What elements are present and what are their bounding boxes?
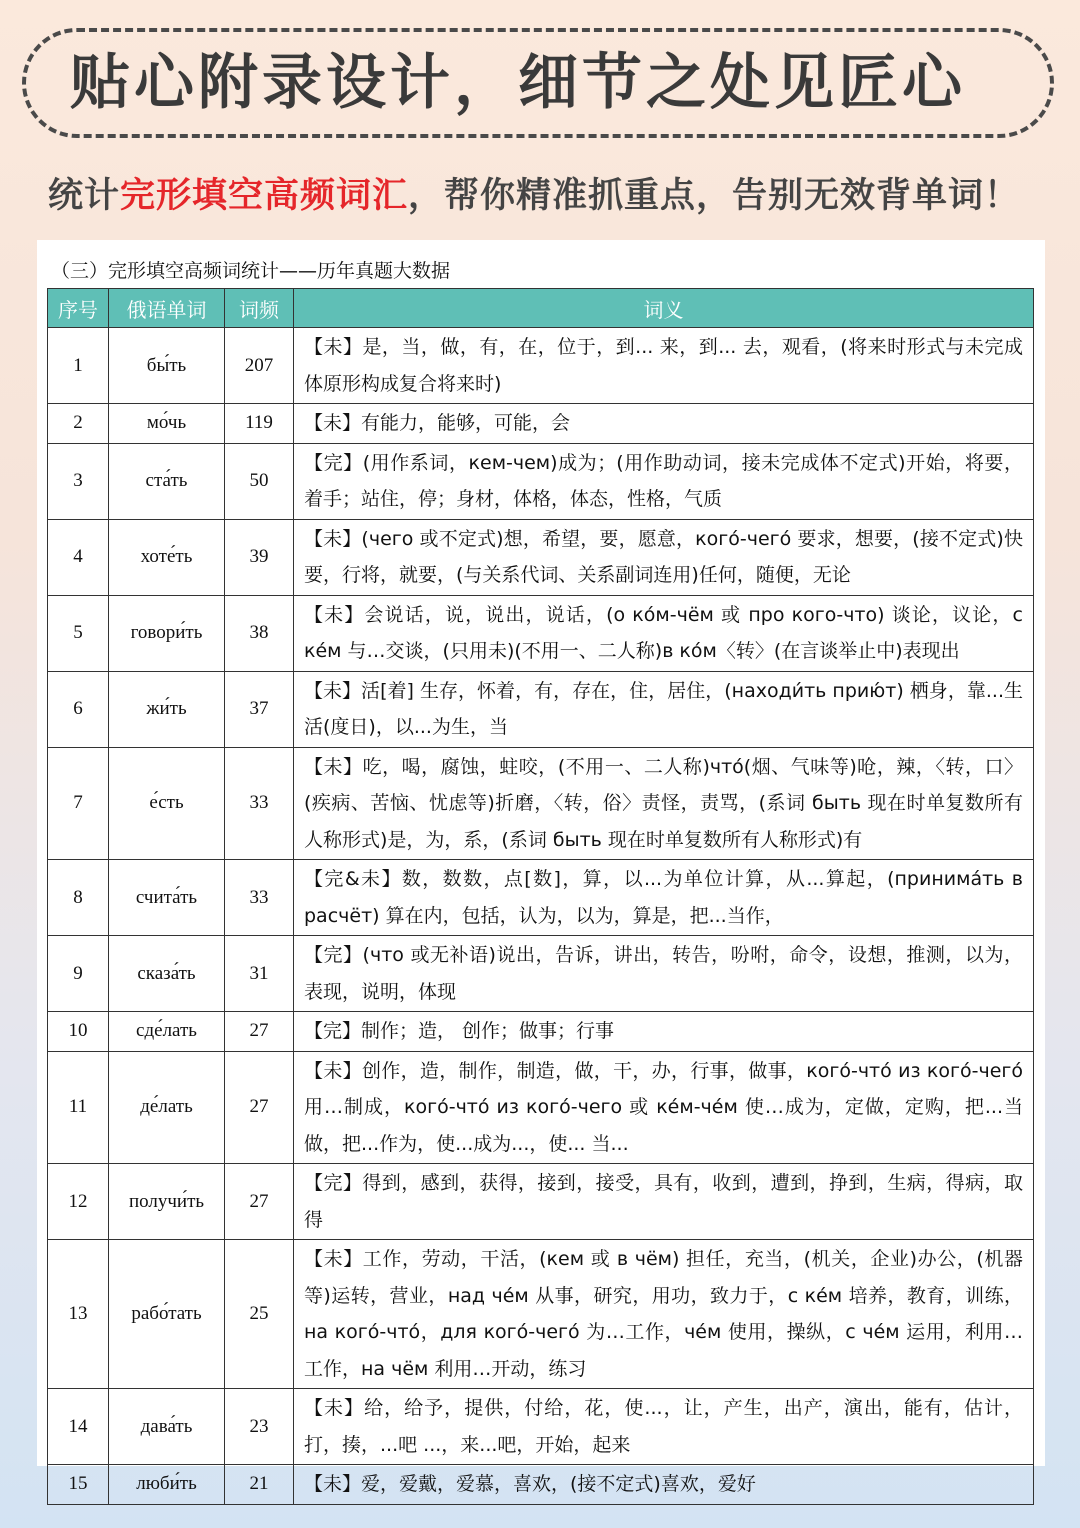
word-meaning: 【完】(что 或无补语)说出，告诉，讲出，转告，吩咐，命令，设想，推测，以为，表现，说明，体现: [294, 936, 1034, 1012]
word-frequency: 21: [225, 1465, 294, 1505]
russian-word: е́сть: [109, 747, 225, 860]
table-row: [48, 1389, 1034, 1465]
table-row: [48, 1051, 1034, 1164]
word-meaning: 【完】制作；造， 创作；做事；行事: [294, 1012, 1034, 1052]
russian-word: ста́ть: [109, 443, 225, 519]
russian-word: сказа́ть: [109, 936, 225, 1012]
word-frequency: 23: [225, 1389, 294, 1465]
word-meaning: 【未】(чего 或不定式)想，希望，要，愿意，кого́-чего́ 要求，想要，(接不定式)快要，行将，就要，(与关系代词、关系副词连用)任何，随便，无论: [294, 519, 1034, 595]
subtitle-suffix: ，帮你精准抓重点，告别无效背单词！: [408, 176, 1021, 216]
col-header-frequency: 词频: [225, 289, 294, 328]
table-row: [48, 1164, 1034, 1240]
russian-word: получи́ть: [109, 1164, 225, 1240]
word-frequency: 39: [225, 519, 294, 595]
russian-word: дава́ть: [109, 1389, 225, 1465]
word-frequency: 119: [225, 404, 294, 444]
word-frequency: 207: [225, 328, 294, 404]
word-frequency: 27: [225, 1164, 294, 1240]
word-meaning: 【未】创作，造，制作，制造，做，干，办，行事，做事，кого́-что́ из кого́-чего́ 用…制成，кого́-что́ из кого́-чего 或 ке́м-че́м 使…成为，定做，定购，把...当做，把...作为，使...成为...，使... 当...: [294, 1051, 1034, 1164]
table-row: [48, 519, 1034, 595]
row-number: 1: [48, 328, 109, 404]
subtitle: [48, 168, 1048, 218]
russian-word: сде́лать: [109, 1012, 225, 1052]
row-number: 14: [48, 1389, 109, 1465]
word-meaning: 【未】吃，喝，腐蚀，蛀咬，(不用一、二人称)что́(烟、气味等)呛，辣，〈转，口〉(疾病、苦恼、忧虑等)折磨，〈转，俗〉责怪，责骂，(系词 быть 现在时单复数所有人称形式)是，为，系，(系词 быть 现在时单复数所有人称形式)有: [294, 747, 1034, 860]
row-number: 10: [48, 1012, 109, 1052]
sheet-heading: （三）完形填空高频词统计——历年真题大数据: [51, 260, 451, 282]
row-number: 11: [48, 1051, 109, 1164]
word-meaning: 【未】工作，劳动，干活，(кем 或 в чём) 担任，充当，(机关，企业)办公，(机器等)运转，营业，над че́м 从事，研究，用功，致力于，с ке́м 培养，教育，训练，на кого́-что́，для кого́-чего́ 为…工作，че́м 使用，操纵，с че́м 运用，利用…工作，на чём 利用…开动，练习: [294, 1240, 1034, 1389]
table-row: [48, 860, 1034, 936]
word-meaning: 【未】给，给予，提供，付给，花，使...，让，产生，出产，演出，能有，估计，打，揍，...吧 ...，来...吧，开始，起来: [294, 1389, 1034, 1465]
table-row: [48, 1012, 1034, 1052]
russian-word: хоте́ть: [109, 519, 225, 595]
row-number: 7: [48, 747, 109, 860]
word-frequency: 33: [225, 860, 294, 936]
row-number: 15: [48, 1465, 109, 1505]
vocab-table: [47, 288, 1034, 1505]
row-number: 9: [48, 936, 109, 1012]
col-header-meaning: 词义: [294, 289, 1034, 328]
table-row: [48, 936, 1034, 1012]
word-frequency: 37: [225, 671, 294, 747]
word-meaning: 【未】爱，爱戴，爱慕，喜欢，(接不定式)喜欢，爱好: [294, 1465, 1034, 1505]
word-frequency: 27: [225, 1012, 294, 1052]
russian-word: люби́ть: [109, 1465, 225, 1505]
word-meaning: 【未】会说话，说，说出，说话，(о ко́м-чём 或 про кого-что) 谈论，议论，с ке́м 与…交谈，(只用未)(不用一、二人称)в ко́м〈转〉(在言谈举止中)表现出: [294, 595, 1034, 671]
word-meaning: 【完】得到，感到，获得，接到，接受，具有，收到，遭到，挣到，生病，得病，取得: [294, 1164, 1034, 1240]
russian-word: бы́ть: [109, 328, 225, 404]
russian-word: де́лать: [109, 1051, 225, 1164]
banner-title: 贴心附录设计，细节之处见匠心: [70, 48, 966, 118]
row-number: 6: [48, 671, 109, 747]
word-meaning: 【未】是，当，做，有，在，位于，到... 来，到... 去，观看，(将来时形式与未完成体原形构成复合将来时): [294, 328, 1034, 404]
row-number: 5: [48, 595, 109, 671]
row-number: 13: [48, 1240, 109, 1389]
row-number: 3: [48, 443, 109, 519]
table-row: [48, 328, 1034, 404]
table-row: [48, 443, 1034, 519]
subtitle-prefix: 统计: [48, 176, 121, 216]
table-row: [48, 1465, 1034, 1505]
russian-word: счита́ть: [109, 860, 225, 936]
word-frequency: 31: [225, 936, 294, 1012]
table-row: [48, 747, 1034, 860]
word-meaning: 【未】活[着] 生存，怀着，有，存在，住，居住，(находи́ть прию́т) 栖身，靠...生活(度日)，以...为生，当: [294, 671, 1034, 747]
word-frequency: 50: [225, 443, 294, 519]
word-meaning: 【完】(用作系词，кем-чем)成为；(用作助动词，接未完成体不定式)开始，将要，着手；站住，停；身材，体格，体态，性格，气质: [294, 443, 1034, 519]
word-frequency: 27: [225, 1051, 294, 1164]
russian-word: жи́ть: [109, 671, 225, 747]
row-number: 2: [48, 404, 109, 444]
row-number: 4: [48, 519, 109, 595]
word-frequency: 33: [225, 747, 294, 860]
word-frequency: 38: [225, 595, 294, 671]
word-meaning: 【未】有能力，能够，可能，会: [294, 404, 1034, 444]
title-banner: [22, 28, 1054, 138]
row-number: 12: [48, 1164, 109, 1240]
subtitle-highlight: 完形填空高频词汇: [120, 176, 409, 216]
table-row: [48, 404, 1034, 444]
table-row: [48, 671, 1034, 747]
col-header-number: 序号: [48, 289, 109, 328]
col-header-word: 俄语单词: [109, 289, 225, 328]
table-header-row: [48, 289, 1034, 328]
russian-word: рабо́тать: [109, 1240, 225, 1389]
russian-word: говори́ть: [109, 595, 225, 671]
word-meaning: 【完&未】数，数数，点[数]，算，以...为单位计算，从...算起，(принима́ть в расчёт) 算在内，包括，认为，以为，算是，把...当作，: [294, 860, 1034, 936]
table-row: [48, 1240, 1034, 1389]
row-number: 8: [48, 860, 109, 936]
russian-word: мо́чь: [109, 404, 225, 444]
table-row: [48, 595, 1034, 671]
vocab-sheet: [37, 240, 1045, 1495]
word-frequency: 25: [225, 1240, 294, 1389]
